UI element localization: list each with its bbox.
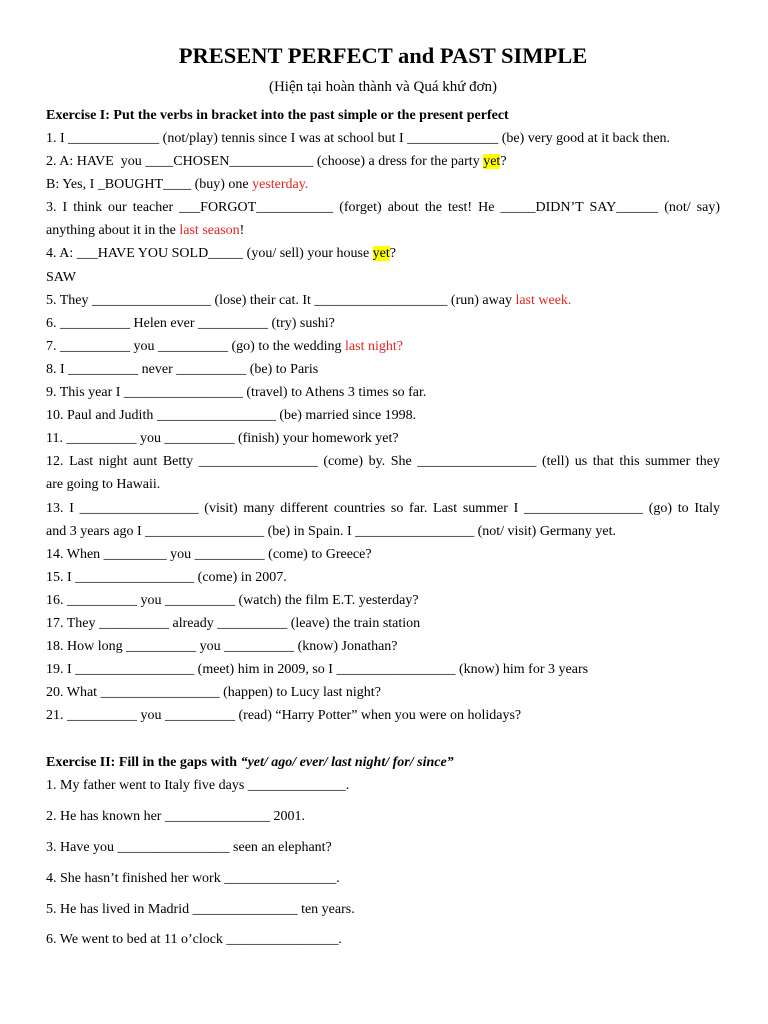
question-12-line-2: are going to Hawaii.: [46, 477, 161, 493]
question-13-line-1: 13. I _________________ (visit) many different countries so far. Last summer I _________________ (go) to Italy: [46, 500, 720, 516]
worksheet-page: [46, 40, 720, 959]
question-6: 6. __________ Helen ever __________ (try) sushi?: [46, 315, 335, 331]
question-14: 14. When _________ you __________ (come) to Greece?: [46, 546, 372, 562]
question-15: 15. I _________________ (come) in 2007.: [46, 569, 287, 585]
question-19: 19. I _________________ (meet) him in 2009, so I _________________ (know) him for 3 years: [46, 662, 589, 678]
question-2-answer: [46, 173, 720, 196]
question-3-text: anything about it in the: [46, 223, 180, 239]
red-cue-last-season: last season: [179, 223, 240, 239]
question-4-text: 4. A: ___HAVE YOU SOLD_____ (you/ sell) your house: [46, 246, 373, 262]
exercise-2-heading-text: Exercise II: Fill in the gaps with: [46, 755, 241, 771]
question-4-end: ?: [389, 246, 396, 262]
fill-gap-5: 5. He has lived in Madrid _______________ ten years.: [46, 901, 355, 917]
red-cue-last-week: last week.: [515, 292, 572, 308]
fill-gap-2: 2. He has known her _______________ 2001.: [46, 809, 305, 825]
question-16: 16. __________ you __________ (watch) the film E.T. yesterday?: [46, 592, 419, 608]
question-7-text: 7. __________ you __________ (go) to the wedding: [46, 338, 346, 354]
fill-gap-4: 4. She hasn’t finished her work ________________.: [46, 870, 340, 886]
exercise-2: [46, 751, 720, 951]
question-2-text: 2. A: HAVE you ____CHOSEN____________ (choose) a dress for the party: [46, 154, 484, 170]
exercise-1: [46, 104, 720, 727]
question-1: 1. I _____________ (not/play) tennis since I was at school but I _____________ (be) very good at it back then.: [46, 131, 671, 146]
question-3-end: !: [239, 223, 245, 239]
question-12-line-1: 12. Last night aunt Betty _________________ (come) by. She _________________ (tell) us that this summer they: [46, 454, 720, 470]
fill-gap-1: 1. My father went to Italy five days ______________.: [46, 778, 350, 794]
handwritten-note-saw: SAW: [46, 269, 76, 285]
exercise-2-word-list: “yet/ ago/ ever/ last night/ for/ since”: [240, 755, 454, 771]
page-title: PRESENT PERFECT and PAST SIMPLE: [178, 43, 588, 68]
fill-gap-3: 3. Have you ________________ seen an elephant?: [46, 840, 332, 856]
page-subtitle: (Hiện tại hoàn thành và Quá khứ đơn): [268, 79, 498, 95]
question-9: 9. This year I _________________ (travel) to Athens 3 times so far.: [46, 385, 427, 401]
question-7: [46, 335, 720, 358]
highlight-yet: yet: [483, 154, 501, 170]
question-8: 8. I __________ never __________ (be) to Paris: [46, 361, 319, 377]
exercise-1-heading: Exercise I: Put the verbs in bracket into the past simple or the present perfect: [46, 108, 509, 123]
exercise-2-heading: [46, 751, 720, 774]
question-10: 10. Paul and Judith _________________ (be) married since 1998.: [46, 408, 417, 424]
highlight-yet: yet: [372, 246, 390, 262]
question-13-line-2: and 3 years ago I _________________ (be) in Spain. I _________________ (not/ visit) Germany yet.: [46, 523, 617, 539]
answer-b-text: B: Yes, I _BOUGHT____ (buy) one: [46, 177, 253, 193]
fill-gap-6: 6. We went to bed at 11 o’clock ________________.: [46, 932, 342, 948]
question-3-line-1: 3. I think our teacher ___FORGOT___________ (forget) about the test! He _____DIDN’T SAY______ (not/ say): [46, 200, 720, 216]
question-2: [46, 150, 720, 173]
question-11: 11. __________ you __________ (finish) your homework yet?: [46, 431, 399, 447]
question-21: 21. __________ you __________ (read) “Harry Potter” when you were on holidays?: [46, 708, 522, 724]
question-2-end: ?: [500, 154, 507, 170]
question-17: 17. They __________ already __________ (leave) the train station: [46, 615, 421, 631]
question-18: 18. How long __________ you __________ (know) Jonathan?: [46, 639, 398, 655]
red-cue-last-night: last night?: [345, 338, 403, 354]
red-cue-yesterday: yesterday.: [252, 177, 309, 193]
question-5-text: 5. They _________________ (lose) their cat. It ___________________ (run) away: [46, 292, 516, 308]
question-20: 20. What _________________ (happen) to Lucy last night?: [46, 685, 381, 701]
question-3-line-2: [46, 219, 720, 242]
question-5: [46, 289, 720, 312]
question-4: [46, 242, 720, 265]
